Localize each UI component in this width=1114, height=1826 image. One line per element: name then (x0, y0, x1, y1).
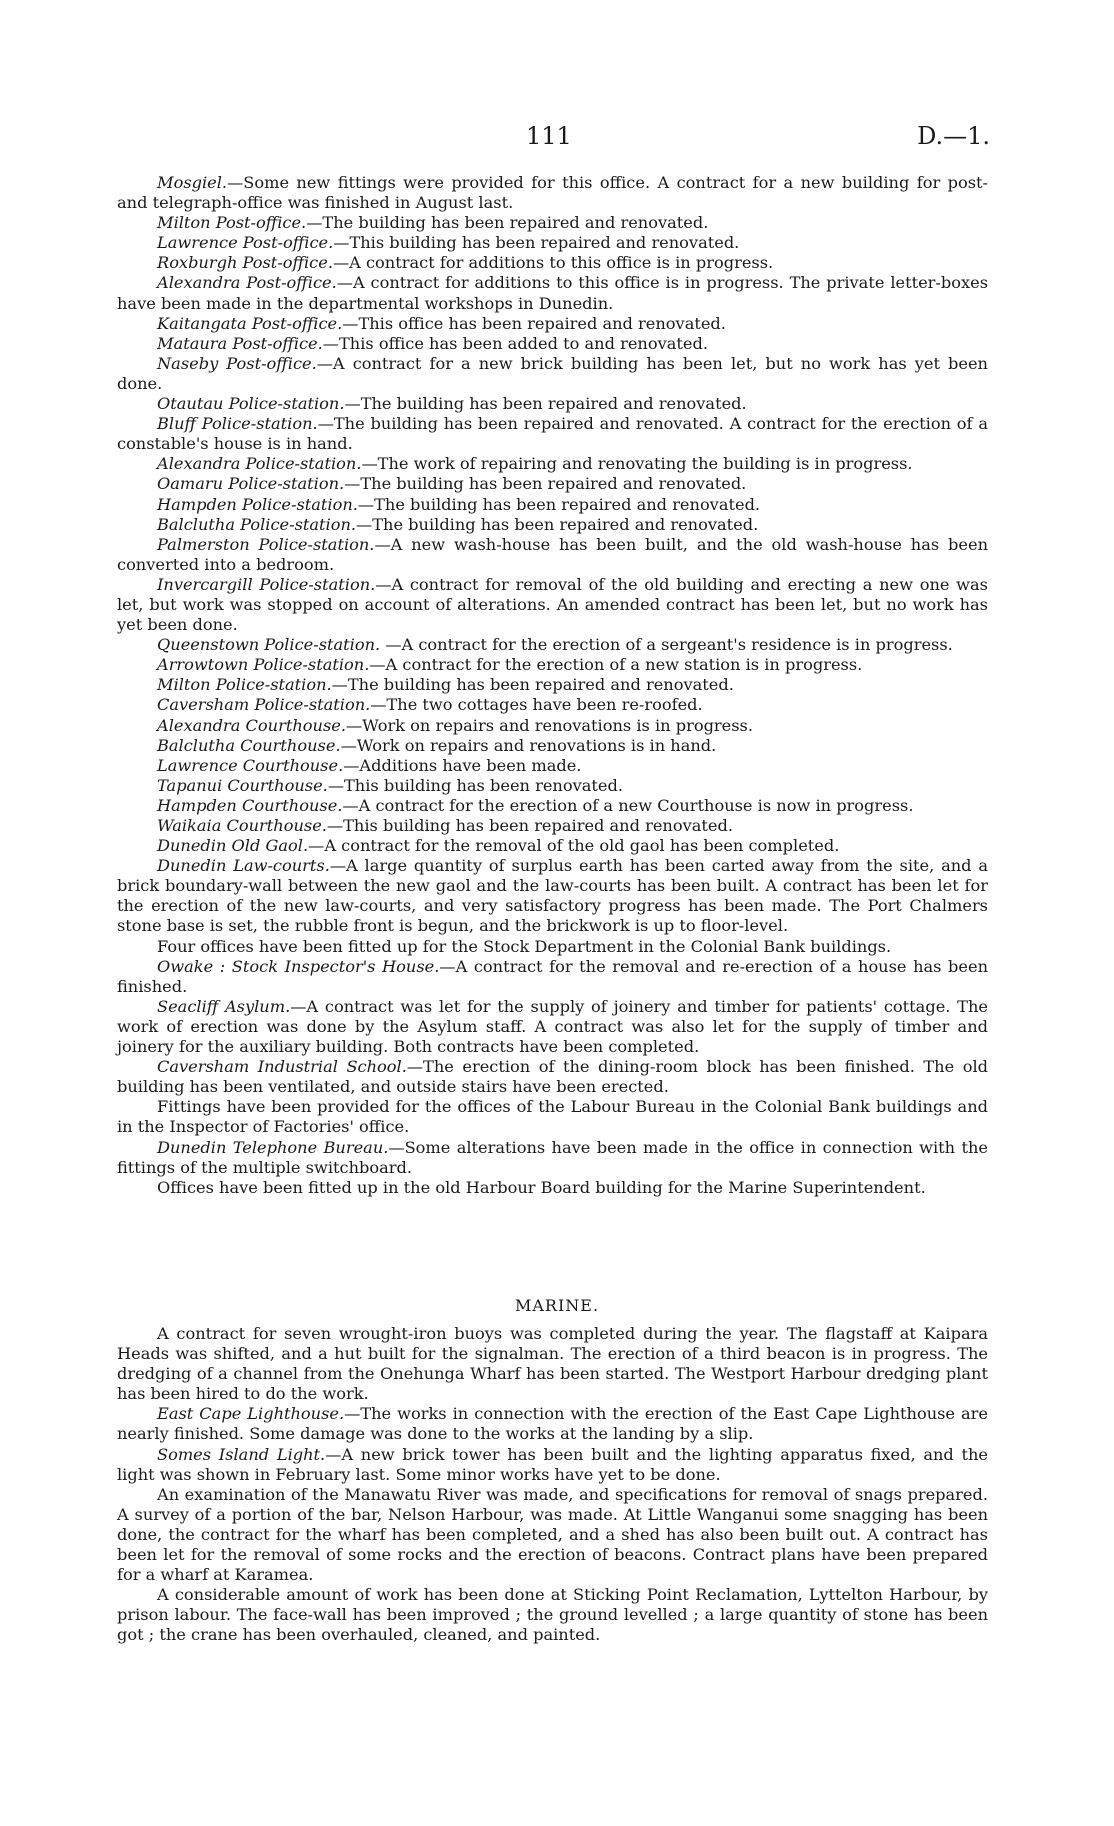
paragraph-text: —The building has been repaired and renovated. (344, 474, 747, 494)
paragraph-text: —A contract for the erection of a new Courthouse is now in progress. (342, 795, 914, 815)
paragraph-text: —This building has been repaired and renovated. (333, 233, 740, 253)
paragraph (117, 816, 988, 836)
paragraph-text: —The building has been repaired and renovated. (344, 394, 747, 414)
paragraph-text: —Work on repairs and renovations is in progress. (345, 715, 754, 735)
paragraph-lead: Dunedin Law-courts. (157, 856, 330, 876)
paragraph-text: —The two cottages have been re-roofed. (370, 695, 703, 715)
paragraph (117, 515, 988, 535)
paragraph-text: Offices have been fitted up in the old Harbour Board building for the Marine Superintendent. (157, 1177, 926, 1197)
paragraph (117, 695, 988, 715)
paragraph-text: A contract for seven wrought-iron buoys was completed during the year. The flagstaff at Kaipara Heads was shifted, and a hut built for the signalman. The erection of a third beacon is in progress. The dredging of a channel from the Onehunga Wharf has been started. The Westport Harbour dredging plant has been hired to do the work. (117, 1324, 988, 1404)
paragraph-text: —A contract for a new brick building has been let, but no work has yet been done. (117, 353, 988, 393)
paragraph-lead: Roxburgh Post-office. (157, 253, 333, 273)
paragraph-text: —A contract for the erection of a sergeant's residence is in progress. (380, 635, 953, 655)
paragraph (117, 1057, 988, 1097)
paragraph-lead: Owake : Stock Inspector's House. (157, 956, 440, 976)
paragraph-lead: Mataura Post-office. (157, 333, 323, 353)
paragraph-lead: Oamaru Police-station. (157, 474, 345, 494)
paragraph (117, 575, 988, 635)
paragraph (117, 253, 988, 273)
paragraph-text: —The work of repairing and renovating the building is in progress. (361, 454, 913, 474)
paragraph-text: —A large quantity of surplus earth has been carted away from the site, and a brick boundary-wall between the new gaol and the law-courts has been built. A contract has been let for the erection of the new law-courts, and very satisfactory progress has been made. The Port Chalmers stone base is set, the rubble front is begun, and the brickwork is up to floor-level. (117, 856, 988, 936)
paragraph (117, 1485, 988, 1585)
marine-section-text (117, 1324, 988, 1646)
paragraph-text: —Some new fittings were provided for this office. A contract for a new building for post- and telegraph-office was finished in August last. (117, 173, 988, 213)
paragraph-text: An examination of the Manawatu River was made, and specifications for removal of snags prepared. A survey of a portion of the bar, Nelson Harbour, was made. At Little Wanganui some snagging has been done, the contract for the wharf has been completed, and a shed has also been built out. A contract has been let for the removal of some rocks and the erection of beacons. Contract plans have been prepared for a wharf at Karamea. (117, 1484, 988, 1585)
paragraph-text: —This building has been repaired and renovated. (326, 816, 733, 835)
paragraph (117, 1178, 988, 1198)
paragraph-lead: Mosgiel. (157, 173, 228, 192)
paragraph (117, 776, 988, 796)
paragraph-lead: Naseby Post-office. (157, 353, 317, 373)
paragraph (117, 796, 988, 816)
paragraph (117, 173, 988, 213)
paragraph-text: —The works in connection with the erection of the East Cape Lighthouse are nearly finished. Some damage was done to the works at the landing by a slip. (117, 1404, 988, 1444)
paragraph-text: —The building has been repaired and renovated. (306, 213, 709, 233)
paragraph-lead: Milton Police-station. (157, 675, 332, 695)
paragraph-lead: Seacliff Asylum. (157, 996, 291, 1016)
paragraph (117, 454, 988, 474)
paragraph-lead: Kaitangata Post-office. (157, 313, 343, 333)
paragraph (117, 856, 988, 936)
paragraph-text: —Some alterations have been made in the office in connection with the fittings of the multiple switchboard. (117, 1137, 988, 1177)
paragraph (117, 314, 988, 334)
paragraph-text: —A new wash-house has been built, and the old wash-house has been converted into a bedroom. (117, 534, 989, 574)
paragraph-text: —A contract for additions to this office is in progress. (332, 253, 774, 273)
public-works-text (117, 173, 988, 1198)
paragraph-text: —The building has been repaired and renovated. A contract for the erection of a constable's house is in hand. (117, 414, 988, 454)
paragraph-lead: Hampden Police-station. (157, 494, 358, 514)
paragraph (117, 655, 988, 675)
paragraph-text: —This building has been renovated. (327, 775, 623, 795)
paragraph (117, 756, 988, 776)
paragraph (117, 394, 988, 414)
paragraph-text: —A contract for the erection of a new station is in progress. (369, 655, 863, 675)
paragraph (117, 233, 988, 253)
paragraph-text: —A contract for the removal of the old gaol has been completed. (308, 836, 840, 856)
paragraph-lead: Caversham Police-station. (157, 695, 371, 715)
paragraph-lead: Invercargill Police-station. (157, 574, 376, 594)
paragraph-text: Fittings have been provided for the offices of the Labour Bureau in the Colonial Bank buildings and in the Inspector of Factories' office. (117, 1097, 988, 1137)
paragraph (117, 334, 988, 354)
paragraph-lead: Tapanui Courthouse. (157, 775, 328, 795)
paragraph-text: —Additions have been made. (343, 755, 582, 775)
paragraph-lead: Caversham Industrial School. (157, 1057, 407, 1077)
paragraph-text: —The building has been repaired and renovated. (357, 494, 761, 514)
paragraph-text: —The building has been repaired and renovated. (331, 675, 734, 695)
paragraph-lead: Arrowtown Police-station. (157, 655, 370, 675)
paragraph-lead: Queenstown Police-station. (157, 635, 381, 655)
paragraph (117, 997, 988, 1057)
paragraph (117, 1324, 988, 1404)
paragraph (117, 675, 988, 695)
paragraph (117, 474, 988, 494)
paragraph-text: —The erection of the dining-room block has been finished. The old building has been ventilated, and outside stairs have been erected. (117, 1057, 988, 1097)
paragraph-lead: Lawrence Post-office. (157, 233, 334, 253)
paragraph-text: Four offices have been fitted up for the Stock Department in the Colonial Bank buildings. (157, 936, 892, 956)
paragraph-lead: Waikaia Courthouse. (157, 816, 327, 835)
paragraph (117, 716, 988, 736)
paragraph-text: A considerable amount of work has been done at Sticking Point Reclamation, Lyttelton Harbour, by prison labour. The face-wall has been improved ; the ground levelled ; a large quantity of stone has been got ; the crane has been overhauled, cleaned, and painted. (117, 1585, 988, 1645)
paragraph (117, 957, 988, 997)
section-heading-marine: MARINE. (514, 1296, 600, 1315)
paragraph-lead: Dunedin Telephone Bureau. (157, 1137, 389, 1157)
paragraph (117, 1404, 988, 1444)
paragraph (117, 736, 988, 756)
paragraph-lead: Somes Island Light. (157, 1444, 326, 1464)
document-reference: D.—1. (917, 122, 990, 150)
paragraph (117, 635, 988, 655)
paragraph-lead: Hampden Courthouse. (157, 795, 343, 815)
paragraph-text: —The building has been repaired and renovated. (356, 514, 759, 534)
paragraph-text: —A contract for additions to this office is in progress. The private letter-boxes have been made in the departmental workshops in Dunedin. (117, 273, 988, 313)
paragraph (117, 1585, 988, 1645)
paragraph-lead: Dunedin Old Gaol. (157, 836, 309, 856)
paragraph (117, 836, 988, 856)
paragraph-text: —A contract was let for the supply of joinery and timber for patients' cottage. The work of erection was done by the Asylum staff. A contract was also let for the supply of timber and joinery for the auxiliary building. Both contracts have been completed. (117, 996, 988, 1057)
paragraph-text: —A contract for removal of the old building and erecting a new one was let, but work was stopped on account of alterations. An amended contract has been let, but no work has yet been done. (117, 574, 988, 635)
paragraph-lead: Lawrence Courthouse. (157, 755, 344, 775)
paragraph (117, 414, 988, 454)
paragraph-lead: Balclutha Police-station. (157, 514, 357, 534)
paragraph (117, 937, 988, 957)
paragraph (117, 1097, 988, 1137)
paragraph-lead: Balclutha Courthouse. (157, 735, 341, 755)
paragraph (117, 213, 988, 233)
paragraph (117, 1138, 988, 1178)
paragraph (117, 495, 988, 515)
page-number: 111 (526, 122, 572, 150)
paragraph (117, 1445, 988, 1485)
paragraph (117, 273, 988, 313)
paragraph-lead: Otautau Police-station. (157, 394, 345, 414)
paragraph-lead: Alexandra Courthouse. (157, 715, 346, 735)
paragraph-lead: Alexandra Police-station. (157, 454, 362, 474)
paragraph-text: —This office has been repaired and renovated. (342, 313, 726, 333)
paragraph-text: —This office has been added to and renovated. (322, 333, 708, 353)
paragraph-lead: Milton Post-office. (157, 213, 307, 233)
paragraph (117, 535, 988, 575)
paragraph-lead: Bluff Police-station. (157, 414, 318, 434)
paragraph-text: —Work on repairs and renovations is in hand. (340, 735, 717, 755)
paragraph-lead: Palmerston Police-station. (157, 534, 375, 554)
paragraph (117, 354, 988, 394)
paragraph-text: —A contract for the removal and re-erection of a house has been finished. (117, 956, 988, 996)
paragraph-lead: Alexandra Post-office. (157, 273, 337, 293)
paragraph-lead: East Cape Lighthouse. (157, 1404, 345, 1424)
paragraph-text: —A new brick tower has been built and the lighting apparatus fixed, and the light was shown in February last. Some minor works have yet to be done. (117, 1444, 988, 1484)
